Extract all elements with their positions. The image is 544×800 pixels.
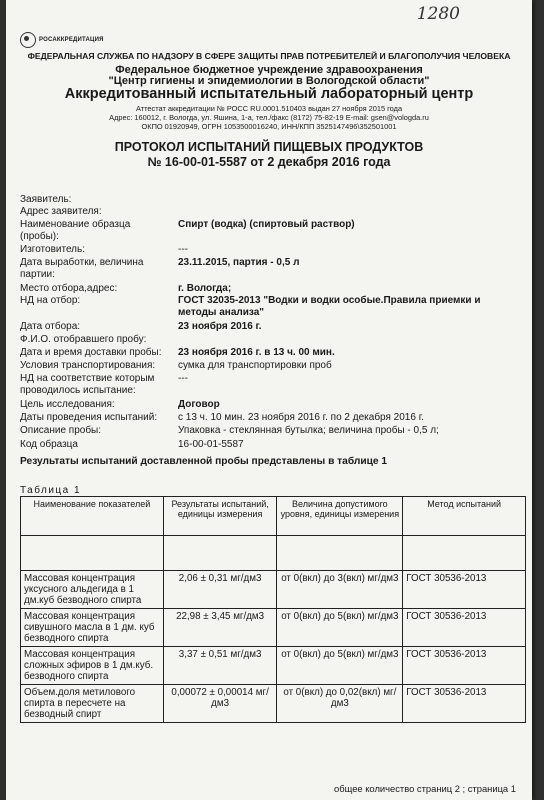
field-value: ---: [178, 244, 188, 255]
table-caption: Таблица 1: [20, 485, 82, 496]
field-value: 23.11.2015, партия - 0,5 л: [178, 257, 300, 268]
test-method: ГОСТ 30536-2013: [403, 571, 526, 609]
institution-name: Федеральное бюджетное учреждение здравоохранения: [115, 64, 423, 76]
field-label: Дата и время доставки пробы:: [20, 347, 162, 358]
table-row: [21, 647, 526, 685]
result-value: 0,00072 ± 0,00014 мг/дм3: [163, 685, 277, 723]
field-label: Даты проведения испытаний:: [20, 412, 158, 423]
field-label: Условия транспортирования:: [20, 360, 156, 371]
field-value: Договор: [178, 399, 220, 410]
field-value: сумка для транспортировки проб: [178, 360, 332, 371]
field-label: Заявитель:: [20, 194, 72, 205]
indicator-name: Массовая концентрация сивушного масла в 1 дм. куб безводного спирта: [21, 609, 164, 647]
limit-value: от 0(вкл) до 5(вкл) мг/дм3: [277, 609, 403, 647]
protocol-number: № 16-00-01-5587 от 2 декабря 2016 года: [147, 155, 391, 169]
result-value: 3,37 ± 0,51 мг/дм3: [163, 647, 277, 685]
accreditation-logo-icon: [20, 32, 36, 48]
accreditation-logo: [20, 32, 120, 48]
field-label: Ф.И.О. отобравшего пробу:: [20, 334, 147, 345]
field-label: Дата выработки, величина партии:: [20, 257, 144, 280]
field-label: Место отбора,адрес:: [20, 283, 118, 294]
field-value: Спирт (водка) (спиртовый раствор): [178, 219, 355, 230]
table-spacer-row: [21, 536, 526, 571]
field-value: 16-00-01-5587: [178, 439, 244, 450]
column-header: Результаты испытаний, единицы измерения: [163, 497, 277, 536]
lab-codes: ОКПО 01920949, ОГРН 1053500016240, ИНН/КПП 3525147496\352501001: [141, 122, 397, 131]
indicator-name: Объем.доля метилового спирта в пересчете на безводный спирт: [21, 685, 164, 723]
field-label: НД на соответствие которым проводилось испытание:: [20, 373, 155, 396]
column-header: Величина допустимого уровня, единицы измерения: [277, 497, 403, 536]
field-label: Код образца: [20, 439, 78, 450]
field-value: Упаковка - стеклянная бутылка; величина пробы - 0,5 л;: [178, 425, 439, 436]
limit-value: от 0(вкл) до 5(вкл) мг/дм3: [277, 647, 403, 685]
center-name: "Центр гигиены и эпидемиологии в Вологодской области": [108, 75, 430, 87]
handwritten-number: 1280: [416, 4, 460, 24]
logo-text: РОСАККРЕДИТАЦИЯ: [39, 37, 104, 43]
field-value: с 13 ч. 10 мин. 23 ноября 2016 г. по 2 декабря 2016 г.: [178, 412, 424, 423]
results-table: [20, 496, 526, 723]
accreditation-attestat: Аттестат аккредитации № РОСС RU.0001.510403 выдан 27 ноября 2015 года: [135, 104, 403, 113]
indicator-name: Массовая концентрация сложных эфиров в 1 дм.куб. безводного спирта: [21, 647, 164, 685]
field-value: ГОСТ 32035-2013 "Водки и водки особые.Правила приемки и методы анализа": [178, 295, 481, 318]
column-header: Метод испытаний: [403, 497, 526, 536]
field-label: Цель исследования:: [20, 399, 115, 410]
field-label: Описание пробы:: [20, 425, 102, 436]
field-value: 23 ноября 2016 г. в 13 ч. 00 мин.: [178, 347, 335, 358]
field-label: Изготовитель:: [20, 244, 85, 255]
test-method: ГОСТ 30536-2013: [403, 647, 526, 685]
limit-value: от 0(вкл) до 0,02(вкл) мг/дм3: [277, 685, 403, 723]
result-value: 2,06 ± 0,31 мг/дм3: [163, 571, 277, 609]
test-method: ГОСТ 30536-2013: [403, 685, 526, 723]
test-method: ГОСТ 30536-2013: [403, 609, 526, 647]
field-label: Адрес заявителя:: [20, 206, 102, 217]
field-value: 23 ноября 2016 г.: [178, 321, 262, 332]
field-label: Наименование образца (пробы):: [20, 219, 131, 242]
field-label: Дата отбора:: [20, 321, 81, 332]
table-header-row: [21, 497, 526, 536]
field-value: ---: [178, 373, 188, 384]
agency-name: ФЕДЕРАЛЬНАЯ СЛУЖБА ПО НАДЗОРУ В СФЕРЕ ЗАЩИТЫ ПРАВ ПОТРЕБИТЕЛЕЙ И БЛАГОПОЛУЧИЯ ЧЕЛОВЕКА: [27, 51, 511, 61]
table-row: [21, 609, 526, 647]
results-title: Результаты испытаний доставленной пробы представлены в таблице 1: [20, 456, 388, 467]
result-value: 22,98 ± 3,45 мг/дм3: [163, 609, 277, 647]
column-header: Наименование показателей: [21, 497, 164, 536]
field-value: г. Вологда;: [178, 283, 232, 294]
protocol-title: ПРОТОКОЛ ИСПЫТАНИЙ ПИЩЕВЫХ ПРОДУКТОВ: [114, 140, 424, 154]
document-page: [6, 0, 532, 800]
lab-address: Адрес: 160012, г. Вологда, ул. Яшина, 1-а, тел./факс (8172) 75-82-19 E-mail: gsen@vologda.ru: [109, 113, 429, 122]
page-footer: общее количество страниц 2 ; страница 1: [334, 783, 516, 794]
indicator-name: Массовая концентрация уксусного альдегида в 1 дм.куб безводного спирта: [21, 571, 164, 609]
limit-value: от 0(вкл) до 3(вкл) мг/дм3: [277, 571, 403, 609]
field-label: НД на отбор:: [20, 295, 81, 306]
lab-name: Аккредитованный испытательный лабораторный центр: [64, 86, 474, 102]
table-row: [21, 571, 526, 609]
table-row: [21, 685, 526, 723]
